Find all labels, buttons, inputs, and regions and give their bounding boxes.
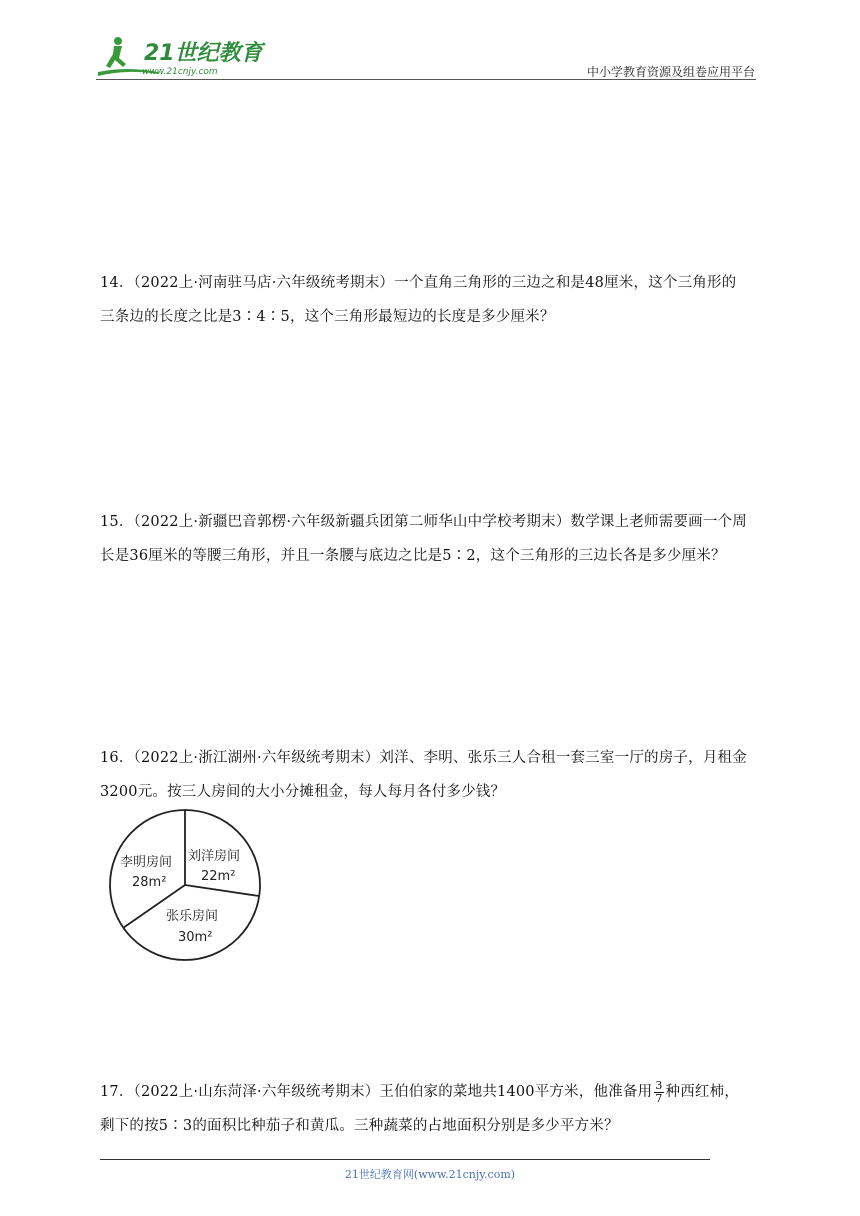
question-17-line1-part-a: 17．（2022上·山东菏泽·六年级统考期末）王伯伯家的菜地共1400平方米，他准备用 xyxy=(100,1084,653,1100)
question-17 xyxy=(100,1075,762,1143)
pie-label-liming-name: 李明房间 xyxy=(120,855,173,870)
question-14-line2: 三条边的长度之比是3∶4∶5，这个三角形最短边的长度是多少厘米？ xyxy=(100,309,555,325)
question-17-line1-part-b: 种西红柿， xyxy=(665,1084,740,1100)
pie-label-zhangle-name: 张乐房间 xyxy=(166,909,219,924)
fraction-three-sevenths xyxy=(654,1080,663,1105)
question-15 xyxy=(100,505,762,573)
question-17-line2: 剩下的按5∶3的面积比种茄子和黄瓜。三种蔬菜的占地面积分别是多少平方米？ xyxy=(100,1118,619,1134)
header-platform-text: 中小学教育资源及组卷应用平台 xyxy=(586,65,755,79)
logo xyxy=(96,32,266,82)
pie-label-liuyang-name: 刘洋房间 xyxy=(188,849,241,864)
header-divider xyxy=(96,79,756,80)
question-16 xyxy=(100,741,762,809)
question-16-line1: 16．（2022上·浙江湖州·六年级统考期末）刘洋、李明、张乐三人合租一套三室一厅的房子，月租金 xyxy=(100,750,747,766)
footer-divider xyxy=(100,1159,710,1160)
question-17-line1 xyxy=(100,1075,762,1109)
pie-label-liming-area: 28m² xyxy=(132,875,167,890)
question-16-line2: 3200元。按三人房间的大小分摊租金，每人每月各付多少钱？ xyxy=(100,784,506,800)
pie-label-zhangle-area: 30m² xyxy=(178,930,213,945)
question-14 xyxy=(100,266,762,334)
fraction-numerator: 3 xyxy=(655,1078,663,1092)
pie-label-liuyang-area: 22m² xyxy=(201,869,236,884)
logo-url: www.21cnjy.com xyxy=(142,67,218,77)
logo-title: 21世纪教育 xyxy=(144,41,263,66)
room-area-pie xyxy=(108,808,262,962)
question-15-line1: 15．（2022上·新疆巴音郭楞·六年级新疆兵团第二师华山中学校考期末）数学课上老师需要画一个周 xyxy=(100,514,747,530)
fraction-denominator: 7 xyxy=(655,1091,663,1105)
question-14-line1: 14．（2022上·河南驻马店·六年级统考期末）一个直角三角形的三边之和是48厘米，这个三角形的 xyxy=(100,275,737,291)
question-15-line2: 长是36厘米的等腰三角形，并且一条腰与底边之比是5∶2，这个三角形的三边长各是多少厘米？ xyxy=(100,548,726,564)
footer-site-link[interactable]: 21世纪教育网(www.21cnjy.com) xyxy=(344,1168,516,1181)
